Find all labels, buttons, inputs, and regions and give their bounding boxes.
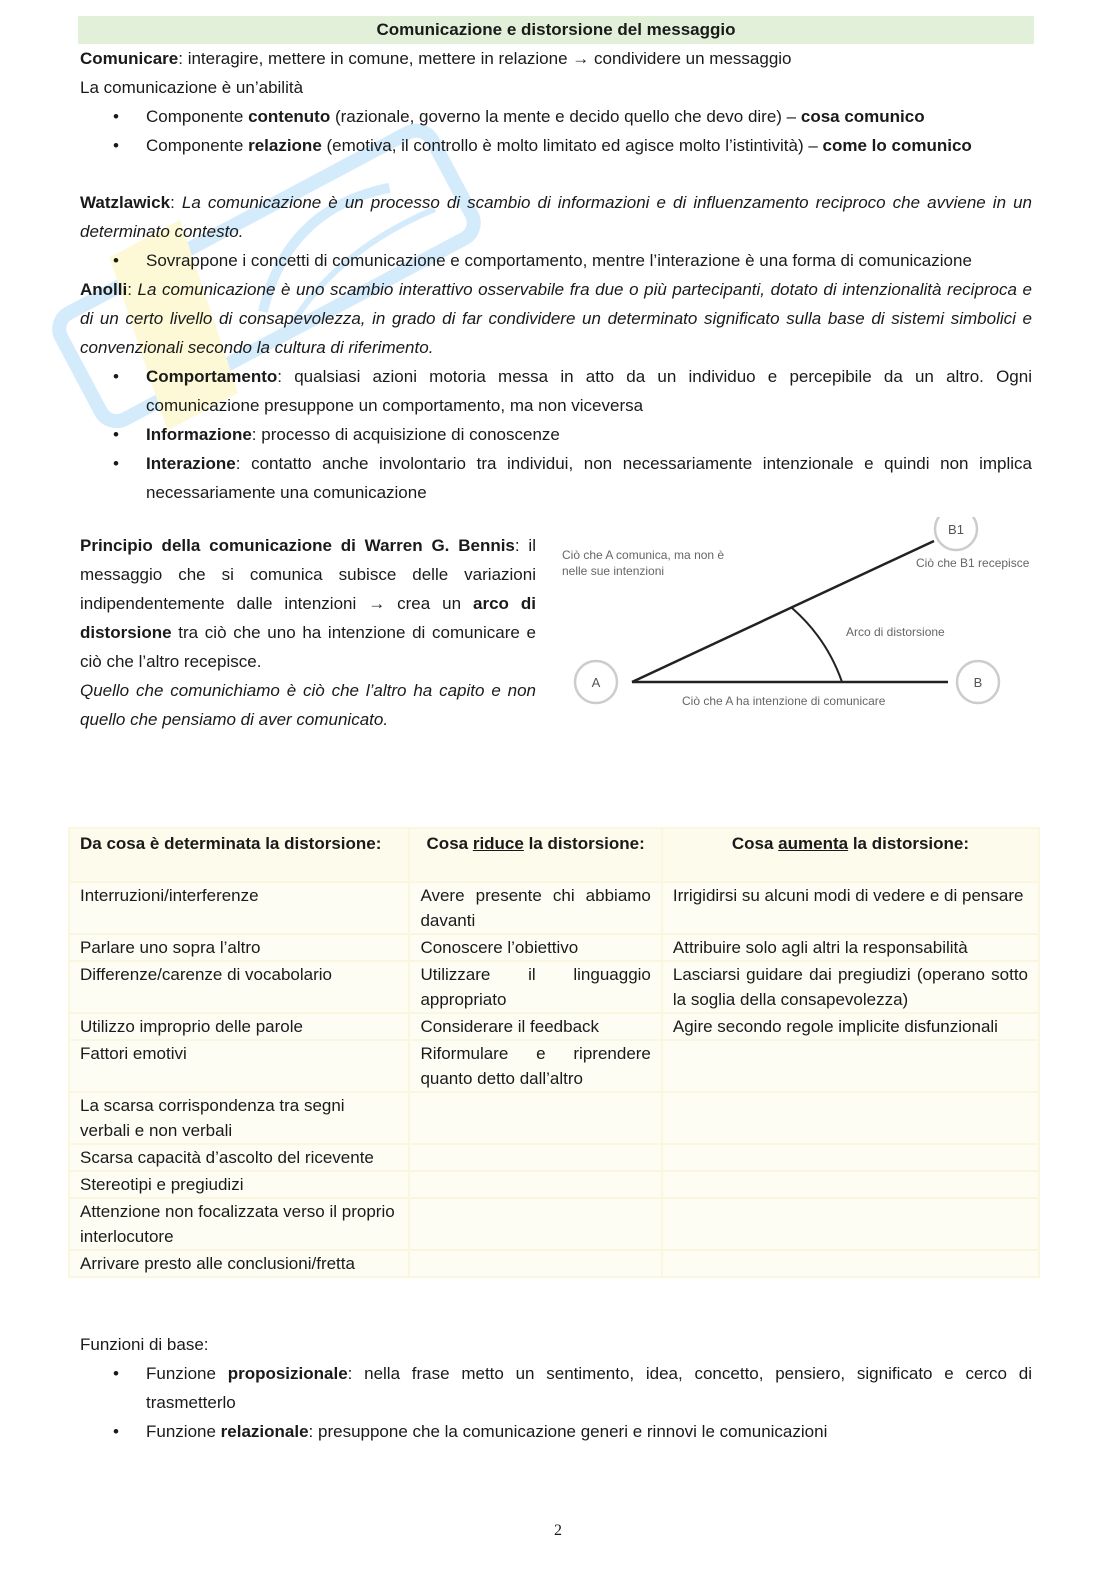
funzioni-heading: Funzioni di base: xyxy=(80,1335,209,1354)
table-row: Stereotipi e pregiudizi xyxy=(69,1171,1039,1198)
list-item: • Funzione proposizionale: nella frase metto un sentimento, idea, concetto, pensiero, significato e cerco di trasmetterlo xyxy=(80,1359,1032,1417)
watzlawick-paragraph: Watzlawick: La comunicazione è un processo di scambio di informazioni e di influenzamento reciproco che avviene in un determinato contesto. xyxy=(80,193,1032,241)
label-a-not-intent-2: nelle sue intenzioni xyxy=(562,564,665,578)
list-item: • Funzione relazionale: presuppone che la comunicazione generi e rinnovi le comunicazioni xyxy=(80,1417,1032,1446)
list-item: • Interazione: contatto anche involontario tra individui, non necessariamente intenzionale e quindi non implica necessariamente una comunicazione xyxy=(80,449,1032,507)
label-intent: Ciò che A ha intenzione di comunicare xyxy=(682,694,886,708)
node-a-label: A xyxy=(591,675,601,690)
table-row: Fattori emotivi Riformulare e riprendere quanto detto dall’altro xyxy=(69,1040,1039,1092)
page-content xyxy=(80,16,1032,743)
comunicare-term: Comunicare xyxy=(80,49,179,68)
table-row: Utilizzo improprio delle parole Considerare il feedback Agire secondo regole implicite disfunzionali xyxy=(69,1013,1039,1040)
list-item: • Componente contenuto (razionale, governo la mente e decido quello che devo dire) – cosa comunico xyxy=(80,102,1032,131)
line-a-to-b1 xyxy=(632,541,934,682)
watzlawick-list xyxy=(80,246,1032,275)
label-b1: Ciò che B1 recepisce xyxy=(916,556,1030,570)
table-header-cell: Da cosa è determinata la distorsione: xyxy=(69,828,409,882)
list-item: • Informazione: processo di acquisizione di conoscenze xyxy=(80,420,1032,449)
table-row: Differenze/carenze di vocabolario Utilizzare il linguaggio appropriato Lasciarsi guidare dai pregiudizi (operano sotto la soglia della consapevolezza) xyxy=(69,961,1039,1013)
table-row: Interruzioni/interferenze Avere presente chi abbiamo davanti Irrigidirsi su alcuni modi di vedere e di pensare xyxy=(69,882,1039,934)
componenti-list xyxy=(80,102,1032,160)
distortion-table xyxy=(68,827,1040,1278)
table-row: Parlare uno sopra l’altro Conoscere l’obiettivo Attribuire solo agli altri la responsabilità xyxy=(69,934,1039,961)
page-number: 2 xyxy=(554,1522,562,1539)
table-row: La scarsa corrispondenza tra segni verbali e non verbali xyxy=(69,1092,1039,1144)
distortion-arc xyxy=(792,608,842,682)
anolli-list xyxy=(80,362,1032,507)
table-row: Scarsa capacità d’ascolto del ricevente xyxy=(69,1144,1039,1171)
abilita-line: La comunicazione è un’abilità xyxy=(80,78,304,97)
table-header-row xyxy=(69,828,1039,882)
funzioni-list xyxy=(80,1359,1032,1446)
funzioni-section xyxy=(80,1330,1032,1446)
table-header-cell: Cosa riduce la distorsione: xyxy=(409,828,661,882)
label-arc: Arco di distorsione xyxy=(846,625,945,639)
bennis-section xyxy=(80,522,1032,743)
label-a-not-intent-1: Ciò che A comunica, ma non è xyxy=(562,548,725,562)
list-item: • Comportamento: qualsiasi azioni motoria messa in atto da un individuo e percepibile da un altro. Ogni comunicazione presuppone un comportamento, ma non viceversa xyxy=(80,362,1032,420)
list-item: • Sovrappone i concetti di comunicazione e comportamento, mentre l’interazione è una forma di comunicazione xyxy=(80,246,1032,275)
comunicare-definition: Comunicare: interagire, mettere in comune, mettere in relazione → condividere un messaggio xyxy=(80,49,792,68)
bennis-paragraph: Principio della comunicazione di Warren G. Bennis: il messaggio che si comunica subisce delle variazioni indipendentemente dalle intenzioni → crea un arco di distorsione tra ciò che uno ha intenzione di comunicare e ciò che l’altro recepisce. Quello che comunichiamo è ciò che l’altro ha capito e non quello che pensiamo di aver comunicato. xyxy=(80,536,536,729)
table-row: Arrivare presto alle conclusioni/fretta xyxy=(69,1250,1039,1277)
list-item: • Componente relazione (emotiva, il controllo è molto limitato ed agisce molto l’istintività) – come lo comunico xyxy=(80,131,1032,160)
node-b-label: B xyxy=(973,675,983,690)
table-row: Attenzione non focalizzata verso il proprio interlocutore xyxy=(69,1198,1039,1250)
page-title: Comunicazione e distorsione del messaggio xyxy=(78,16,1034,44)
anolli-paragraph: Anolli: La comunicazione è uno scambio interattivo osservabile fra due o più partecipanti, dotato di intenzionalità reciproca e di un certo livello di consapevolezza, in grado di far condividere un determinato significato sulla base di sistemi simbolici e convenzionali secondo la cultura di riferimento. xyxy=(80,280,1032,357)
table-header-cell: Cosa aumenta la distorsione: xyxy=(662,828,1039,882)
distortion-arc-diagram xyxy=(556,517,1048,737)
node-b1-label: B1 xyxy=(948,522,964,537)
